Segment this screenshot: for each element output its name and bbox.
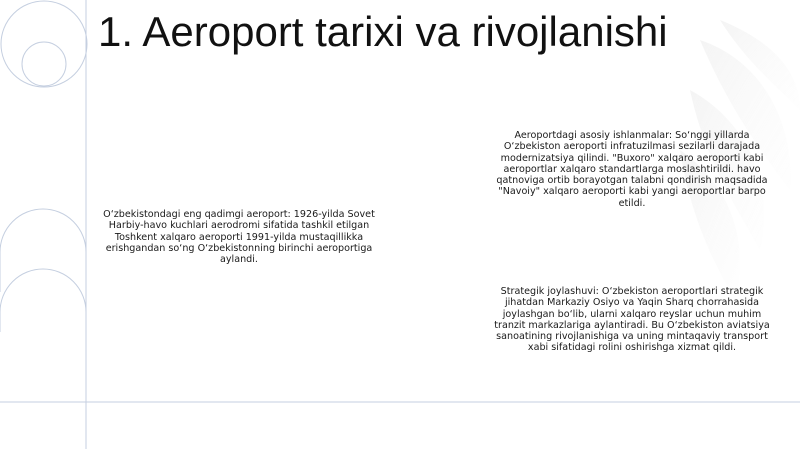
arch-outline-lower <box>0 269 86 332</box>
large-circle-outline <box>1 1 87 87</box>
history-text-block: O‘zbekistondagi eng qadimgi aeroport: 1926-yilda Sovet Harbiy-havo kuchlari aerodromi sifatida tashkil etilgan Toshkent xalqaro aeroporti 1991-yilda mustaqillikka erishgandan so‘ng O‘zbekistonning birinchi aeroportiga aylandi. <box>103 209 375 266</box>
developments-text-block: Aeroportdagi asosiy ishlanmalar: So‘nggi yillarda O‘zbekiston aeroporti infratuzilmasi sezilarli darajada modernizatsiya qilindi. "Buxoro" xalqaro aeroporti kabi aeroportlar xalqaro standartlarga moslashtirildi. havo qatnoviga ortib borayotgan talabni qondirish maqsadida "Navoiy" xalqaro aeroporti kabi yangi aeroportlar barpo etildi. <box>496 130 768 209</box>
arch-outline-upper <box>0 209 86 292</box>
small-circle-outline <box>22 42 66 86</box>
slide-title: 1. Aeroport tarixi va rivojlanishi <box>98 8 668 55</box>
strategic-location-text-block: Strategik joylashuvi: O‘zbekiston aeroportlari strategik jihatdan Markaziy Osiyo va Yaqin Sharq chorrahasida joylashgan bo‘lib, ularni xalqaro reyslar uchun muhim tranzit markazlariga aylantiradi. Bu O‘zbekiston aviatsiya sanoatining rivojlanishiga va uning mintaqaviy transport xabi sifatidagi rolini oshirishga xizmat qildi. <box>494 286 770 354</box>
